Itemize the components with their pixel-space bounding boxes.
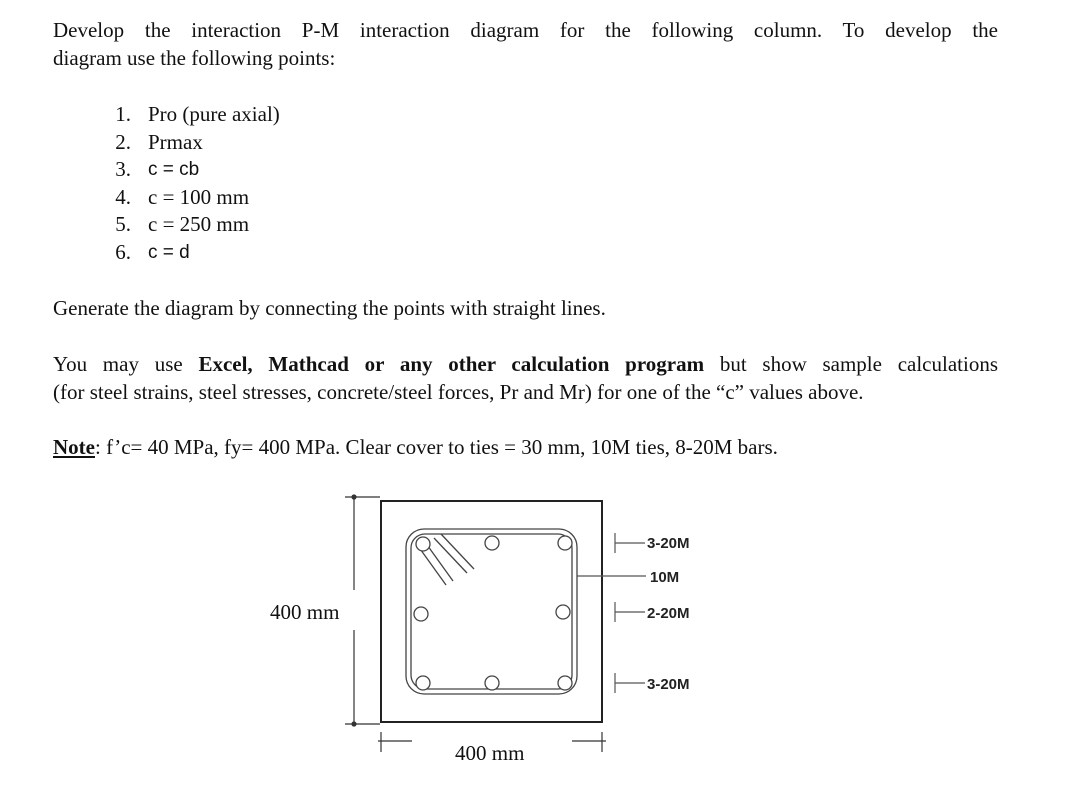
note-label: Note <box>53 435 95 459</box>
bar <box>416 537 430 551</box>
label-top-bars: 3-20M <box>647 535 690 552</box>
tie <box>406 529 577 694</box>
tools-line-1: You may use Excel, Mathcad or any other calculation program but show sample calculations <box>53 352 998 376</box>
intro-line-2: diagram use the following points: <box>53 45 336 70</box>
bar <box>416 676 430 690</box>
tools-line-2: (for steel strains, steel stresses, concrete/steel forces, Pr and Mr) for one of the “c” values above. <box>53 379 864 404</box>
label-mid-bars: 2-20M <box>647 605 690 622</box>
list-item: 5. c = 250 mm <box>115 212 250 236</box>
list-item: 4. c = 100 mm <box>115 184 250 209</box>
bar <box>558 536 572 550</box>
list-item: 2. Prmax <box>115 129 203 154</box>
width-label: 400 mm <box>455 741 525 765</box>
generate-instruction: Generate the diagram by connecting the points with straight lines. <box>53 296 606 320</box>
label-bottom-bars: 3-20M <box>647 676 690 693</box>
note-text: : f’c= 40 MPa, fy= 400 MPa. Clear cover to ties = 30 mm, 10M ties, 8-20M bars. <box>94 435 778 459</box>
tools-bold: Excel, Mathcad or any other calculation program <box>198 352 705 376</box>
bar <box>556 605 570 619</box>
bar <box>485 676 499 690</box>
list-item: 6. c = d <box>115 239 190 264</box>
bar <box>485 536 499 550</box>
list-item: 1. Pro (pure axial) <box>115 102 280 126</box>
height-label: 400 mm <box>270 600 340 624</box>
list-item: 3. c = cb <box>115 157 200 181</box>
bar <box>414 607 428 621</box>
leader-lines <box>577 533 646 693</box>
intro-line-1: Develop the interaction P-M interaction diagram for the following column. To develop the <box>53 18 998 42</box>
label-ties: 10M <box>650 569 680 586</box>
bar <box>558 676 572 690</box>
